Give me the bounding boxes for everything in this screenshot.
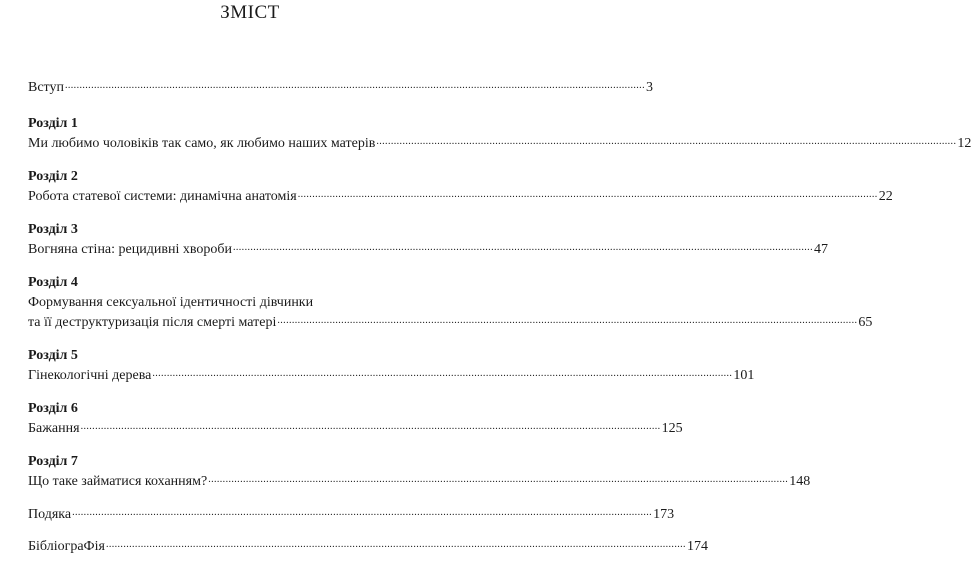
dot-leader: ........................................................................................................................................................................................................ (105, 539, 686, 550)
page-number: 12 (957, 136, 971, 151)
page-number: 47 (813, 242, 828, 257)
chapter-label: Розділ 7 (28, 454, 78, 469)
chapter-label: Розділ 6 (28, 401, 78, 416)
toc-entry-chapter-2 (28, 167, 893, 207)
toc-line (28, 134, 971, 154)
dot-leader: ........................................................................................................................................................................................................ (376, 136, 957, 147)
toc-entry-intro (28, 78, 653, 98)
toc-entry-bibliography (28, 537, 708, 557)
toc-line (28, 366, 755, 386)
toc-line (28, 537, 708, 557)
page-number: 3 (645, 80, 653, 95)
entry-title: Що таке займатися коханням? (28, 474, 208, 489)
toc-entry-chapter-5 (28, 346, 755, 386)
dot-leader: ........................................................................................................................................................................................................ (80, 421, 661, 432)
entry-title: Робота статевої системи: динамічна анатомія (28, 189, 297, 204)
dot-leader: ........................................................................................................................................................................................................ (208, 474, 789, 485)
entry-title: Вступ (28, 80, 64, 95)
page-number: 174 (686, 539, 708, 554)
entry-title: Ми любимо чоловіків так само, як любимо наших матерів (28, 136, 376, 151)
dot-leader: ........................................................................................................................................................................................................ (152, 368, 733, 379)
chapter-label: Розділ 3 (28, 222, 78, 237)
entry-title: Подяка (28, 507, 72, 522)
toc-entry-chapter-6 (28, 399, 683, 439)
toc-line (28, 472, 811, 492)
toc-line (28, 505, 675, 525)
dot-leader: ........................................................................................................................................................................................................ (232, 242, 813, 253)
toc-line (28, 78, 653, 98)
entry-title: Вогняна стіна: рецидивні хвороби (28, 242, 232, 257)
toc-entry-chapter-4 (28, 273, 873, 333)
entry-title: Бажання (28, 421, 80, 436)
dot-leader: ........................................................................................................................................................................................................ (64, 80, 645, 91)
dot-leader: ........................................................................................................................................................................................................ (297, 189, 878, 200)
entry-title: та її деструктуризація після смерті матері (28, 315, 277, 330)
chapter-label: Розділ 1 (28, 116, 78, 131)
toc-line (28, 187, 893, 207)
toc-entry-acknowledgements (28, 505, 675, 525)
dot-leader: ........................................................................................................................................................................................................ (72, 507, 653, 518)
chapter-label: Розділ 4 (28, 275, 78, 290)
page-title: ЗМІСТ (220, 2, 280, 23)
page-number: 101 (733, 368, 755, 383)
page-number: 65 (858, 315, 873, 330)
page-number: 148 (789, 474, 811, 489)
toc-line (28, 240, 828, 260)
toc-line (28, 313, 873, 333)
page-number: 22 (878, 189, 893, 204)
page-number: 173 (653, 507, 675, 522)
chapter-label: Розділ 5 (28, 348, 78, 363)
entry-title: БібліограФія (28, 539, 105, 554)
toc-entry-chapter-7 (28, 452, 811, 492)
toc-line (28, 419, 683, 439)
entry-title-line: Формування сексуальної ідентичності дівчинки (28, 295, 314, 310)
chapter-label: Розділ 2 (28, 169, 78, 184)
page-number: 125 (661, 421, 683, 436)
toc-entry-chapter-3 (28, 220, 828, 260)
toc-entry-chapter-1 (28, 114, 971, 154)
entry-title: Гінекологічні дерева (28, 368, 152, 383)
table-of-contents (28, 78, 971, 569)
dot-leader: ........................................................................................................................................................................................................ (277, 315, 858, 326)
